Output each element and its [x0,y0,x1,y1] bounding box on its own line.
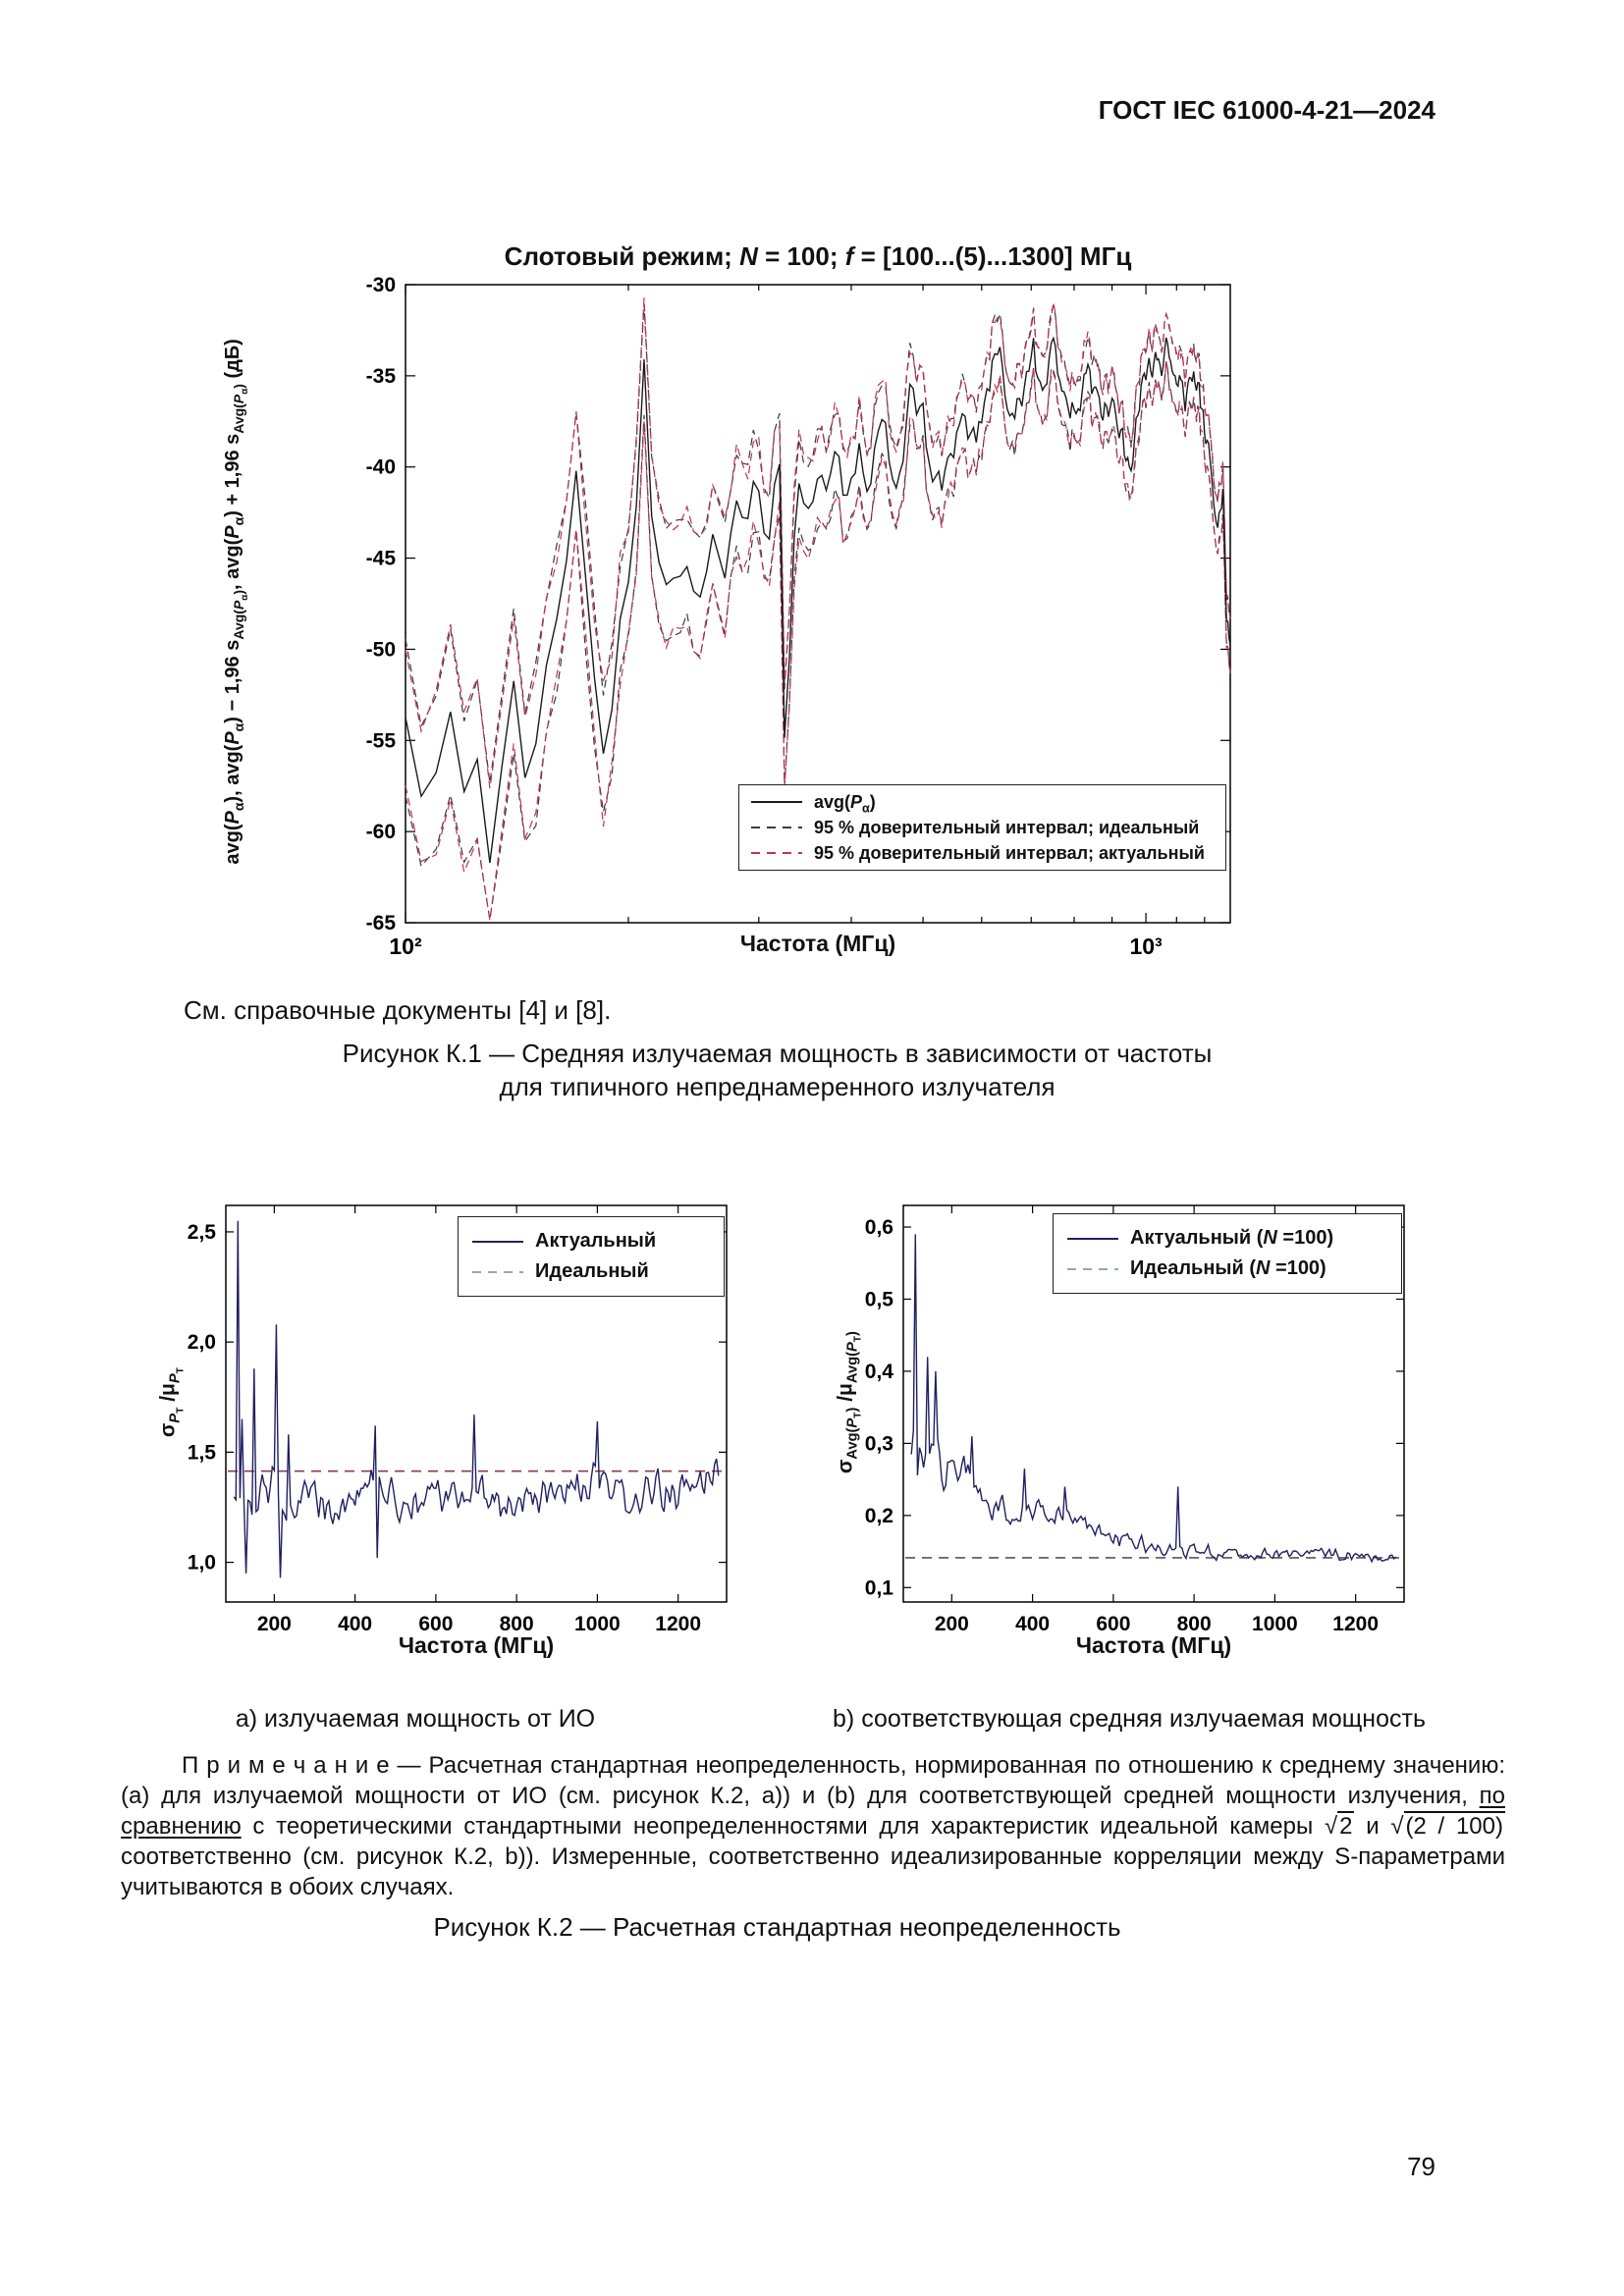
figure-k2-caption: Рисунок К.2 — Расчетная стандартная неопределенность [433,1912,1121,1942]
figure-k2b-legend [1053,1213,1402,1294]
figure-k2b-x-axis-label: Частота (МГц) [1075,1632,1232,1658]
note-paragraph: П р и м е ч а н и е — Расчетная стандартная неопределенность, нормированная по отношению к среднему значению: (a) для излучаемой мощности от ИО (см. рисунок К.2, a)) и (b) для соответствующей средней мощности излучения, по сравнению с теоретическими стандартными неопределенностями для характеристик идеальной камеры √2 и √(2 / 100) соответственно (см. рисунок К.2, b)). Измеренные, соответственно идеализированные корреляции между S-параметрами учитываются в обоих случаях. [121,1752,1505,1900]
y-tick-label: -45 [365,547,396,570]
x-tick-label: 1200 [655,1613,702,1635]
reference-paragraph: См. справочные документы [4] и [8]. [184,995,612,1025]
x-tick-label: 1000 [1252,1613,1298,1635]
y-tick-label: -40 [365,455,396,479]
figure-k1-caption-line1: Рисунок К.1 — Средняя излучаемая мощность в зависимости от частоты [342,1039,1213,1068]
figure-k1-legend [738,784,1226,871]
y-tick-label: 0,5 [864,1288,893,1311]
legend-item [751,843,1214,864]
y-tick-label: 0,3 [864,1432,893,1456]
x-tick-label: 10² [389,934,422,959]
legend-line-sample [751,852,802,854]
figure-k1-y-axis-label: $avg(P_\alpha)$, $avg(P_\alpha) - 1,96$ $s_{Avg(P_\alpha)}$, $avg(P_\alpha) + 1,96$ $s_{Avg(P_\alpha)}$ (дБ) [222,339,250,865]
y-tick-label: -60 [365,821,396,844]
x-tick-label: 200 [256,1613,292,1635]
figure-k1-title: Слотовый режим; N = 100; f = [100...(5)...1300] МГц [504,241,1132,271]
legend-line-sample [1067,1238,1118,1240]
legend-line-sample [472,1241,523,1243]
legend-line-sample [472,1271,523,1273]
figure-k1-caption-line2: для типичного непреднамеренного излучателя [499,1072,1056,1101]
x-tick-label: 800 [1176,1613,1212,1635]
x-tick-label: 1200 [1332,1613,1380,1635]
subfigure-b-caption: b) соответствующая средняя излучаемая мощность [833,1705,1426,1733]
document-header: ГОСТ IEC 61000-4-21—2024 [1098,95,1435,125]
y-tick-label: -50 [365,638,396,662]
x-tick-label: 200 [934,1613,969,1635]
y-tick-label: 2,0 [187,1331,216,1355]
legend-item-label: $avg(P_\alpha)$ [814,791,876,816]
y-tick-label: -35 [365,364,396,388]
legend-line-sample [1067,1268,1118,1270]
figure-k2b-y-axis-label: $\sigma_{Avg(P_T)}$ $/\mu_{Avg(P_T)}$ [834,1331,864,1474]
y-tick-label: 0,6 [864,1216,893,1240]
legend-item [472,1230,710,1253]
x-tick-label: 800 [499,1613,534,1635]
legend-item-label: Идеальный (N =100) [1130,1257,1326,1279]
y-tick-label: -30 [365,274,396,296]
x-tick-label: 400 [1015,1613,1051,1635]
legend-item [472,1260,710,1283]
figure-k2a-x-axis-label: Частота (МГц) [398,1632,555,1658]
subfigure-a-caption: a) излучаемая мощность от ИО [235,1705,596,1733]
legend-item [751,818,1214,838]
x-tick-label: 400 [338,1613,373,1635]
legend-item-label: 95 % доверительный интервал; идеальный [814,817,1200,837]
legend-item-label: Идеальный [535,1260,649,1282]
legend-item-label: Актуальный [535,1230,657,1252]
y-tick-label: 2,5 [187,1220,216,1244]
y-tick-label: 0,4 [864,1360,893,1383]
legend-item-label: 95 % доверительный интервал; актуальный [814,842,1205,863]
legend-item-label: Актуальный (N =100) [1130,1227,1334,1249]
legend-item [1067,1227,1387,1250]
y-tick-label: -55 [365,729,396,753]
legend-item [1067,1257,1387,1280]
y-tick-label: 0,2 [864,1504,893,1527]
y-tick-label: -65 [365,912,396,934]
x-tick-label: 10³ [1129,934,1163,959]
y-tick-label: 1,0 [187,1551,216,1575]
y-tick-label: 1,5 [187,1441,216,1465]
figure-k1-x-axis-label: Частота (МГц) [739,931,896,956]
legend-line-sample [751,827,802,828]
x-tick-label: 1000 [574,1613,621,1635]
x-tick-label: 600 [418,1613,454,1635]
legend-line-sample [751,801,802,803]
y-tick-label: 0,1 [864,1576,893,1600]
x-tick-label: 600 [1096,1613,1131,1635]
legend-item [751,791,1214,816]
page-number: 79 [1407,2152,1435,2181]
figure-k2a-y-axis-label: $\sigma_{P_T}$ $/\mu_{P_T}$ [156,1367,187,1438]
figure-k2a-legend [458,1216,725,1297]
